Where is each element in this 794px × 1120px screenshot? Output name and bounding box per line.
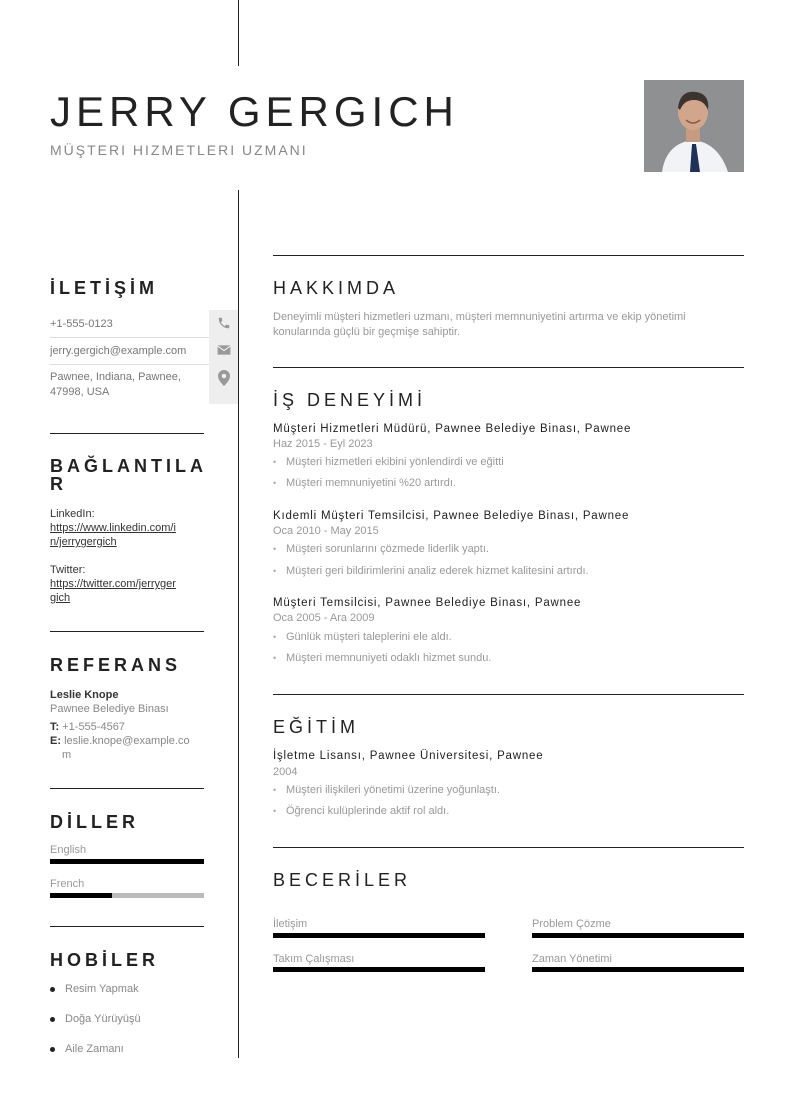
bullet-dot <box>50 987 55 992</box>
phone-icon <box>209 316 238 333</box>
job-title: Kıdemli Müşteri Temsilcisi, Pawnee Belediye Binası, Pawnee <box>273 510 630 522</box>
section-divider <box>50 926 204 927</box>
skill-name: İletişim <box>273 918 308 930</box>
address-text: Pawnee, Indiana, Pawnee, 47998, USA <box>50 371 181 398</box>
job-bullet <box>273 543 489 555</box>
contact-separator <box>50 337 210 338</box>
links-section <box>50 456 207 605</box>
references-section <box>50 655 204 762</box>
twitter-url-line2[interactable]: gich <box>50 592 71 604</box>
reference-company: Pawnee Belediye Binası <box>50 703 169 715</box>
about-heading: HAKKIMDA <box>273 278 400 298</box>
job-bullet-text: Müşteri memnuniyeti odaklı hizmet sundu. <box>286 652 492 664</box>
email-label: E: <box>50 735 61 747</box>
bullet-dot: • <box>273 653 277 663</box>
language-level-bar <box>50 893 204 898</box>
section-divider <box>273 367 744 368</box>
bullet-dot: • <box>273 632 277 642</box>
column-divider-line <box>238 190 239 1058</box>
skill-name: Problem Çözme <box>532 918 611 930</box>
language-level-fill <box>50 893 112 898</box>
candidate-name: JERRY GERGICH <box>50 88 459 135</box>
skill-level-fill <box>532 933 744 938</box>
contact-separator <box>50 364 210 365</box>
job-bullet-text: Müşteri hizmetleri ekibini yönlendirdi ve eğitti <box>286 456 504 468</box>
job-bullet-text: Müşteri memnuniyetini %20 artırdı. <box>286 477 456 489</box>
twitter-url-line1[interactable]: https://twitter.com/jerryger <box>50 578 176 590</box>
about-text-line1: Deneyimli müşteri hizmetleri uzmanı, müşteri memnuniyetini artırma ve ekip yönetimi <box>273 311 686 323</box>
hobby-item <box>50 983 139 995</box>
reference-email-value-line2: m <box>62 749 72 761</box>
contact-section <box>50 278 204 299</box>
language-level-bar <box>50 859 204 864</box>
degree-title: İşletme Lisansı, Pawnee Üniversitesi, Pawnee <box>273 750 544 762</box>
skill-level-bar <box>532 967 744 972</box>
bullet-dot <box>50 1017 55 1022</box>
job-dates: Haz 2015 - Eyl 2023 <box>273 438 373 450</box>
education-bullet-text: Müşteri ilişkileri yönetimi üzerine yoğunlaştı. <box>286 784 500 796</box>
skill-level-fill <box>273 967 485 972</box>
section-divider <box>50 433 204 434</box>
language-level-fill <box>50 859 204 864</box>
top-divider-line <box>238 0 239 66</box>
linkedin-url-line1[interactable]: https://www.linkedin.com/i <box>50 522 176 534</box>
job-bullet <box>273 477 456 489</box>
education-bullet <box>273 805 449 817</box>
hobby-text: Aile Zamanı <box>65 1043 124 1055</box>
bullet-dot: • <box>273 457 277 467</box>
education-heading: EĞİTİM <box>273 717 359 737</box>
education-bullet-text: Öğrenci kulüplerinde aktif rol aldı. <box>286 805 450 817</box>
contact-icon-column <box>209 310 238 404</box>
reference-phone <box>50 720 204 734</box>
skill-level-fill <box>532 967 744 972</box>
links-heading <box>50 456 207 494</box>
education-bullet <box>273 784 500 796</box>
skill-level-bar <box>532 933 744 938</box>
candidate-title: MÜŞTERI HIZMETLERI UZMANI <box>50 142 308 158</box>
about-text-line2: konularında güçlü bir geçmişe sahiptir. <box>273 326 461 338</box>
section-divider <box>273 255 744 256</box>
phone-text: +1-555-0123 <box>50 318 113 330</box>
reference-email <box>50 734 204 762</box>
experience-heading: İŞ DENEYİMİ <box>273 390 427 410</box>
job-bullet <box>273 565 589 577</box>
degree-year: 2004 <box>273 766 298 778</box>
bullet-dot: • <box>273 544 277 554</box>
skill-name: Zaman Yönetimi <box>532 953 612 965</box>
reference-email-value-line1: leslie.knope@example.co <box>64 735 190 747</box>
job-bullet <box>273 652 491 664</box>
bullet-dot: • <box>273 478 277 488</box>
skill-name: Takım Çalışması <box>273 953 355 965</box>
hobby-item <box>50 1013 141 1025</box>
section-divider <box>50 631 204 632</box>
email-text: jerry.gergich@example.com <box>50 345 187 357</box>
job-bullet <box>273 456 504 468</box>
job-bullet-text: Müşteri sorunlarını çözmede liderlik yaptı. <box>286 543 489 555</box>
job-bullet-text: Günlük müşteri taleplerini ele aldı. <box>286 631 452 643</box>
map-pin-icon <box>209 370 238 389</box>
about-text <box>273 310 733 340</box>
job-dates: Oca 2005 - Ara 2009 <box>273 612 375 624</box>
job-bullet <box>273 631 452 643</box>
hobby-text: Resim Yapmak <box>65 983 139 995</box>
envelope-icon <box>209 344 238 359</box>
language-name: French <box>50 878 85 890</box>
job-title: Müşteri Temsilcisi, Pawnee Belediye Binası, Pawnee <box>273 597 582 609</box>
linkedin-label: LinkedIn: <box>50 508 95 520</box>
contact-heading: İLETİŞİM <box>50 278 158 298</box>
job-bullet-text: Müşteri geri bildirimlerini analiz ederek hizmet kalitesini artırdı. <box>286 565 589 577</box>
reference-phone-value: +1-555-4567 <box>62 721 125 733</box>
job-dates: Oca 2010 - May 2015 <box>273 525 379 537</box>
section-divider <box>273 847 744 848</box>
linkedin-link[interactable] <box>50 521 204 549</box>
twitter-link[interactable] <box>50 577 204 605</box>
phone-label: T: <box>50 721 60 733</box>
references-heading: REFERANS <box>50 655 182 675</box>
section-divider <box>50 788 204 789</box>
bullet-dot <box>50 1047 55 1052</box>
skill-level-fill <box>273 933 485 938</box>
languages-heading: DİLLER <box>50 812 139 832</box>
skills-heading: BECERİLER <box>273 870 412 890</box>
hobby-item <box>50 1043 124 1055</box>
languages-section <box>50 812 204 833</box>
language-name: English <box>50 844 87 856</box>
bullet-dot: • <box>273 785 277 795</box>
profile-photo <box>644 80 744 172</box>
links-heading-line1: BAĞLANTILA <box>50 456 207 476</box>
reference-name: Leslie Knope <box>50 689 119 701</box>
section-divider <box>273 694 744 695</box>
job-title: Müşteri Hizmetleri Müdürü, Pawnee Belediye Binası, Pawnee <box>273 423 632 435</box>
bullet-dot: • <box>273 566 277 576</box>
links-heading-line2: R <box>50 474 67 494</box>
hobbies-section <box>50 950 204 971</box>
hobbies-heading: HOBİLER <box>50 950 159 970</box>
hobby-text: Doğa Yürüyüşü <box>65 1013 141 1025</box>
bullet-dot: • <box>273 806 277 816</box>
twitter-label: Twitter: <box>50 564 86 576</box>
skill-level-bar <box>273 933 485 938</box>
linkedin-url-line2[interactable]: n/jerrygergich <box>50 536 117 548</box>
skill-level-bar <box>273 967 485 972</box>
